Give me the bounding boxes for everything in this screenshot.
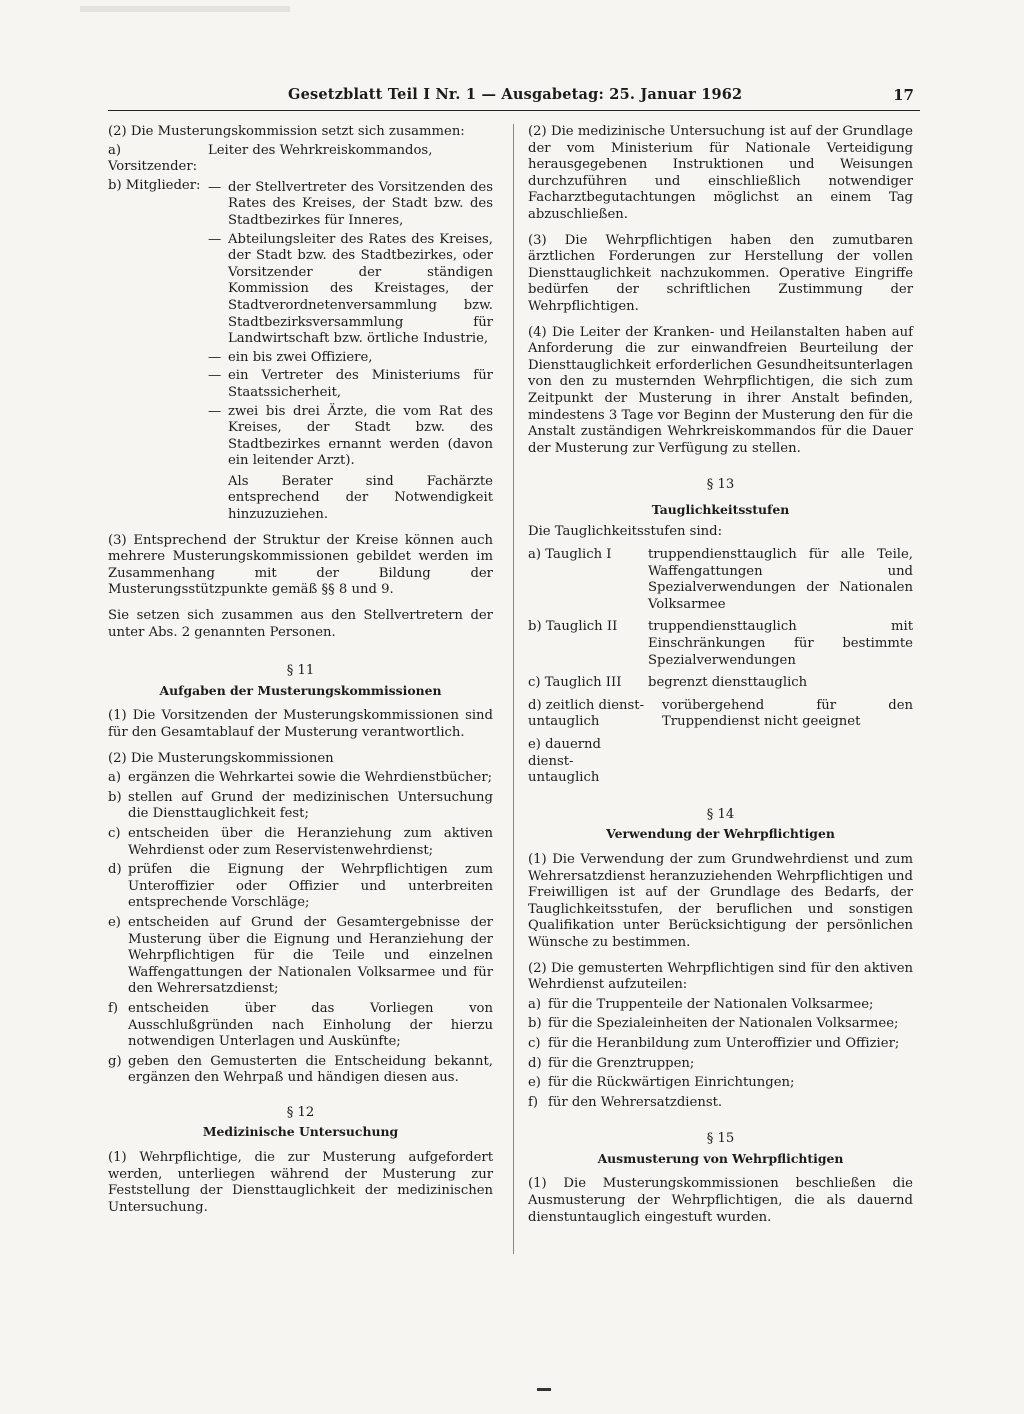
list-item	[108, 143, 493, 176]
item-text: truppendiensttauglich mit Einschränkungen für bestimmte Spezialverwendungen	[648, 619, 913, 668]
paragraph: (1) Die Verwendung der zum Grundwehrdienst und zum Wehrersatzdienst heranzuziehenden Wehrpflichtigen und Freiwilligen ist auf der Grundlage des Bedarfs, der Tauglichkeitsstufen, der beruflichen und sonstigen Qualifikation unter Berücksichtigung der persönlichen Wünsche zu bestimmen.	[528, 851, 913, 950]
member-text: der Stellvertreter des Vorsitzenden des Rates des Kreises, der Stadt bzw. des Stadtbezirkes für Inneres,	[228, 179, 493, 228]
section-number: § 14	[706, 806, 735, 822]
list-item	[528, 1036, 913, 1053]
section-number: § 12	[286, 1104, 315, 1120]
item-text: truppendiensttauglich für alle Teile, Waffengattungen und Spezialverwendungen der Nationalen Volksarmee	[648, 547, 913, 612]
list-item	[108, 826, 493, 859]
paragraph: (1) Die Vorsitzenden der Musterungskommissionen sind für den Gesamtablauf der Musterung verantwortlich.	[108, 708, 493, 740]
item-label: c)	[528, 1035, 541, 1051]
list-item	[528, 1095, 913, 1112]
section-heading: Verwendung der Wehrpflichtigen	[606, 826, 835, 842]
section-number: § 15	[706, 1131, 735, 1147]
paragraph: (1) Die Musterungskommissionen beschließen die Ausmusterung der Wehrpflichtigen, die als dauernd dienstuntauglich eingestuft wurden.	[528, 1176, 913, 1225]
list-item	[528, 547, 913, 613]
list-item: — Abteilungsleiter des Rates des Kreises, der Stadt bzw. des Stadtbezirkes, oder Vorsitzender der ständigen Kommission des Kreistages, der Stadtverordnetenversammlung bzw. Stadtbezirksversammlung für Landwirtschaft bzw. örtliche Industrie,	[208, 231, 493, 347]
item-text: Leiter des Wehrkreiskommandos,	[208, 142, 433, 158]
member-text: Abteilungsleiter des Rates des Kreises, der Stadt bzw. des Stadtbezirkes, oder Vorsitzender der ständigen Kommission des Kreistages, der Stadtverordnetenversammlung bzw. Stadtbezirksversammlung für Landwirtschaft bzw. örtliche Industrie,	[228, 231, 493, 347]
item-label: c) Tauglich III	[528, 675, 622, 691]
item-text: vorübergehend für den Truppendienst nicht geeignet	[662, 697, 913, 730]
item-text: für die Spezialeinheiten der Nationalen Volksarmee;	[548, 1016, 899, 1032]
section-number: § 13	[706, 477, 735, 493]
item-label: b)	[528, 1016, 542, 1032]
section-heading: Tauglichkeitsstufen	[651, 501, 790, 517]
list-item: — der Stellvertreter des Vorsitzenden des Rates des Kreises, der Stadt bzw. des Stadtbezirkes für Inneres,	[208, 179, 493, 228]
item-label: c)	[108, 825, 121, 841]
item-label: g)	[108, 1053, 122, 1069]
item-text: für die Truppenteile der Nationalen Volksarmee;	[548, 996, 874, 1012]
item-label: e) dauernd dienst- untauglich	[528, 737, 601, 786]
member-text: ein bis zwei Offiziere,	[228, 349, 373, 365]
paragraph: (2) Die Musterungskommission setzt sich zusammen:	[108, 124, 465, 139]
item-text: entscheiden auf Grund der Gesamtergebnisse der Musterung über die Eignung und Heranziehung der Wehrpflichtigen für die Teile und einzelnen Waffengattungen der Nationalen Volksarmee und für den Wehrersatzdienst;	[128, 914, 493, 997]
item-text: prüfen die Eignung der Wehrpflichtigen zum Unteroffizier oder Offizier und unterbreiten entsprechende Vorschläge;	[128, 862, 493, 911]
paragraph: (3) Die Wehrpflichtigen haben den zumutbaren ärztlichen Forderungen zur Herstellung der vollen Diensttauglichkeit nachzukommen. Operative Eingriffe bedürfen der schriftlichen Zustimmung der Wehrpflichtigen.	[528, 232, 913, 314]
item-label: d) zeitlich dienst- untauglich	[528, 697, 645, 730]
list-item	[528, 1075, 913, 1092]
members-list	[208, 178, 493, 524]
list-item: — ein bis zwei Offiziere,	[208, 350, 493, 367]
scan-artifact	[80, 6, 290, 12]
item-label: b) Mitglieder:	[108, 177, 201, 193]
item-text: geben den Gemusterten die Entscheidung bekannt, ergänzen den Wehrpaß und händigen diesen aus.	[128, 1053, 493, 1086]
list-item	[528, 698, 913, 731]
section-heading: Medizinische Untersuchung	[202, 1124, 399, 1140]
page-number: 17	[893, 86, 914, 104]
item-label: b)	[108, 789, 122, 805]
list-item	[108, 790, 493, 823]
paragraph: Als Berater sind Fachärzte entsprechend der Notwendigkeit hinzuzuziehen.	[228, 473, 493, 523]
member-text: zwei bis drei Ärzte, die vom Rat des Kreises, der Stadt bzw. des Stadtbezirkes ernannt werden (davon ein leitender Arzt).	[228, 403, 493, 469]
item-label: e)	[528, 1075, 541, 1091]
section-heading: Aufgaben der Musterungskommissionen	[159, 682, 442, 698]
item-text: für die Grenztruppen;	[548, 1055, 695, 1071]
item-label: d)	[108, 862, 122, 878]
item-text: für die Heranbildung zum Unteroffizier und Offizier;	[548, 1035, 900, 1051]
item-text: ergänzen die Wehrkartei sowie die Wehrdienstbücher;	[128, 770, 493, 786]
item-label: f)	[108, 1000, 119, 1016]
list-item	[528, 675, 913, 692]
paragraph: (1) Wehrpflichtige, die zur Musterung aufgefordert werden, unterliegen während der Musterung zur Feststellung der Diensttauglichkeit der medizinischen Untersuchung.	[108, 1150, 493, 1215]
paragraph: (2) Die medizinische Untersuchung ist auf der Grundlage der vom Ministerium für Nationale Verteidigung herausgegebenen Instruktionen und Weisungen durchzuführen und einschließlich notwendiger Facharztbegutachtungen möglichst an einem Tag abzuschließen.	[528, 124, 913, 222]
item-text: für den Wehrersatzdienst.	[548, 1094, 723, 1110]
member-text: ein Vertreter des Ministeriums für Staatssicherheit,	[228, 368, 493, 400]
item-label: a) Tauglich I	[528, 547, 612, 563]
paragraph: Sie setzen sich zusammen aus den Stellvertretern der unter Abs. 2 genannten Personen.	[108, 608, 493, 640]
item-label: b) Tauglich II	[528, 619, 618, 635]
item-label: a) Vorsitzender:	[108, 142, 198, 175]
paragraph: (2) Die Musterungskommissionen	[108, 750, 334, 766]
list-item	[108, 915, 493, 998]
paragraph: Die Tauglichkeitsstufen sind:	[528, 524, 723, 540]
list-item	[108, 1054, 493, 1087]
item-text: begrenzt diensttauglich	[648, 675, 808, 691]
item-label: f)	[528, 1094, 539, 1110]
item-text: entscheiden über die Heranziehung zum aktiven Wehrdienst oder zum Reservistenwehrdienst;	[128, 825, 493, 858]
list-item	[528, 1056, 913, 1073]
list-item: — ein Vertreter des Ministeriums für Staatssicherheit,	[208, 368, 493, 400]
item-label: a)	[528, 996, 542, 1012]
list-item	[528, 737, 913, 787]
item-text: für die Rückwärtigen Einrichtungen;	[548, 1075, 795, 1091]
list-item	[108, 862, 493, 912]
right-column	[528, 124, 913, 1226]
item-label: a)	[108, 770, 122, 786]
item-text: entscheiden über das Vorliegen von Ausschlußgründen nach Einholung der hierzu notwendigen Unterlagen und Auskünfte;	[128, 1000, 493, 1050]
item-label: e)	[108, 914, 121, 930]
members-block	[108, 178, 493, 524]
list-item	[108, 1001, 493, 1051]
list-item	[528, 997, 913, 1014]
list-item: — zwei bis drei Ärzte, die vom Rat des Kreises, der Stadt bzw. des Stadtbezirkes ernannt werden (davon ein leitender Arzt).	[208, 403, 493, 469]
column-divider	[513, 124, 514, 1254]
paragraph: (2) Die gemusterten Wehrpflichtigen sind für den aktiven Wehrdienst aufzuteilen:	[528, 960, 913, 993]
paragraph: (3) Entsprechend der Struktur der Kreise können auch mehrere Musterungskommissionen gebildet werden im Zusammenhang mit der Bildung der Musterungsstützpunkte gemäß §§ 8 und 9.	[108, 532, 493, 598]
section-number: § 11	[286, 663, 315, 679]
list-item	[108, 770, 493, 787]
list-item	[528, 1016, 913, 1033]
item-text	[678, 737, 913, 787]
item-text: stellen auf Grund der medizinischen Untersuchung die Diensttauglichkeit fest;	[128, 789, 493, 822]
paragraph: (4) Die Leiter der Kranken- und Heilanstalten haben auf Anforderung die zur einwandfreien Beurteilung der Diensttauglichkeit erforderlichen Gesundheitsunterlagen von den zu musternden Wehrpflichtigen, die sich zum Zeitpunkt der Musterung in ihrer Anstalt befinden, mindestens 3 Tage vor Beginn der Musterung den für die Anstalt zuständigen Wehrkreiskommandos für die Dauer der Musterung zur Verfügung zu stellen.	[528, 324, 913, 456]
page-header	[108, 86, 920, 111]
header-title: Gesetzblatt Teil I Nr. 1 — Ausgabetag: 25. Januar 1962	[288, 86, 743, 103]
item-label: d)	[528, 1055, 542, 1071]
section-heading: Ausmusterung von Wehrpflichtigen	[597, 1150, 844, 1166]
scan-artifact	[537, 1388, 551, 1391]
list-item	[528, 619, 913, 669]
left-column	[108, 124, 493, 1216]
